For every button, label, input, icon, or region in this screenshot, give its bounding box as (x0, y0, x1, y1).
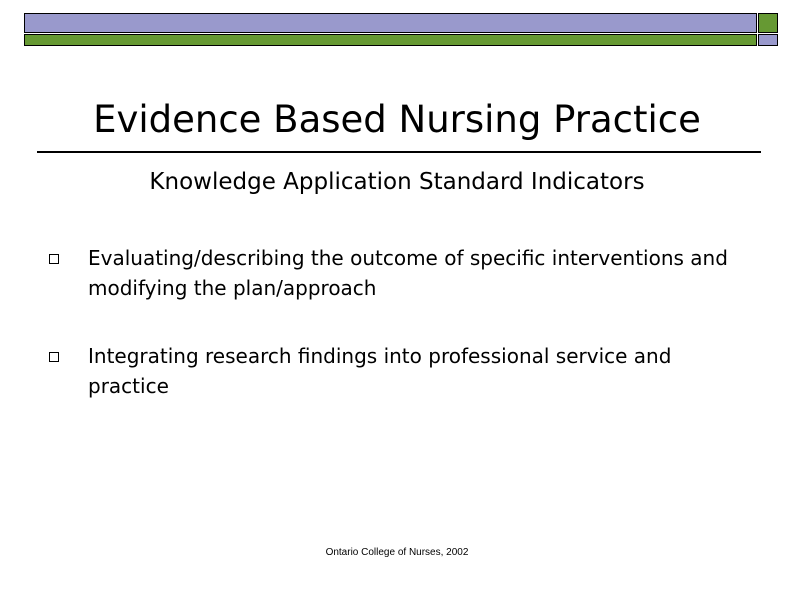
header-square-green (758, 13, 778, 33)
header-bar-purple (24, 13, 757, 33)
header-square-purple (758, 34, 778, 46)
hollow-square-bullet-icon (49, 352, 59, 362)
slide-title: Evidence Based Nursing Practice (93, 98, 701, 141)
list-item: Evaluating/describing the outcome of specific interventions and modifying the plan/approach (88, 246, 728, 300)
hollow-square-bullet-icon (49, 254, 59, 264)
slide-footer-citation: Ontario College of Nurses, 2002 (325, 547, 469, 558)
list-item: Integrating research findings into professional service and practice (88, 344, 672, 398)
slide-subtitle: Knowledge Application Standard Indicators (149, 169, 645, 195)
header-bar-green (24, 34, 757, 46)
title-divider (37, 151, 761, 153)
